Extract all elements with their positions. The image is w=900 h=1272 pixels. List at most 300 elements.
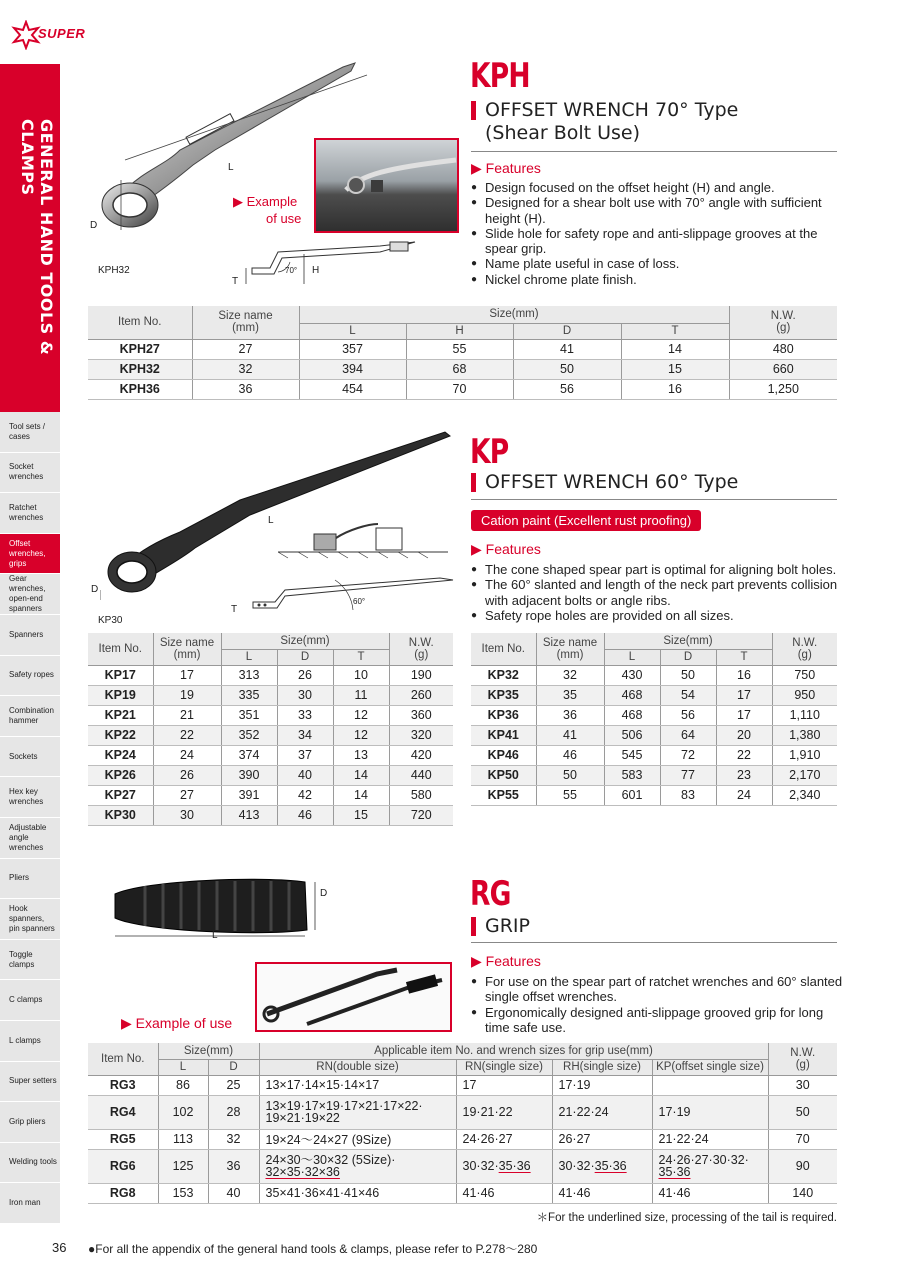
cell-nw: 1,910 [772, 745, 837, 765]
rg-cell-kp: 41·46 [652, 1183, 768, 1203]
cell-l: 506 [604, 725, 660, 745]
cell-size: 55 [536, 785, 604, 805]
table-row [88, 1183, 837, 1203]
rg-cell-d: 36 [208, 1149, 259, 1183]
cell-t: 10 [333, 665, 389, 685]
table-row [88, 1129, 837, 1149]
rg-th-d: D [208, 1059, 259, 1075]
kph-th-size-name-text: Size name [218, 310, 273, 323]
cell-nw: 440 [389, 765, 453, 785]
cell-nw: 720 [389, 805, 453, 825]
table-row [88, 339, 837, 359]
cell-t: 17 [716, 705, 772, 725]
kph-example-label-1: ▶ Example [233, 194, 298, 209]
rg-cell-nw: 70 [768, 1129, 837, 1149]
cell-l: 335 [221, 685, 277, 705]
cell-t: 14 [621, 339, 729, 359]
sidebar-category-title: GENERAL HAND TOOLS & CLAMPS [18, 119, 56, 356]
rg-spec-table [88, 1043, 837, 1204]
table-row [471, 785, 837, 805]
cell-l: 545 [604, 745, 660, 765]
table-row [88, 379, 837, 399]
rg-cell-item: RG5 [88, 1129, 158, 1149]
rg-cell-rh: 21·22·24 [552, 1095, 652, 1129]
kph-th-size: Size(mm) [299, 306, 729, 323]
kp-r-th-nw-unit: (g) [797, 648, 812, 661]
cell-t: 13 [333, 745, 389, 765]
kp-l-th-nw-text: N.W. [408, 636, 434, 649]
cell-t: 14 [333, 785, 389, 805]
rg-cell-nw: 30 [768, 1075, 837, 1095]
rg-cell-rn-single-b: 35·36 [498, 1159, 531, 1173]
cell-l: 390 [221, 765, 277, 785]
feature-item: ● Slide hole for safety rope and anti-slippage grooves at the spear grip. [471, 226, 841, 257]
cell-size: 22 [153, 725, 221, 745]
cell-size: 24 [153, 745, 221, 765]
sidebar-item[interactable]: Hex key wrenches [0, 777, 60, 818]
cell-nw: 1,380 [772, 725, 837, 745]
rg-cell-rn-single-a: 30·32· [462, 1159, 499, 1173]
sidebar-item[interactable]: Welding tools [0, 1143, 60, 1184]
rg-cell-nw: 50 [768, 1095, 837, 1129]
cell-nw: 1,250 [729, 379, 837, 399]
cell-h: 70 [406, 379, 513, 399]
cell-l: 357 [299, 339, 406, 359]
sidebar-item[interactable]: C clamps [0, 980, 60, 1021]
rg-th-l: L [158, 1059, 208, 1075]
rg-cell-rn-single: 24·26·27 [456, 1129, 552, 1149]
kp-bolt-diagram [278, 520, 448, 560]
kph-th-nw-unit: (g) [776, 322, 791, 335]
table-row [88, 725, 453, 745]
cell-l: 413 [221, 805, 277, 825]
kph-code: KPH [470, 56, 530, 96]
rg-code: RG [470, 874, 511, 914]
rg-th-kp: KP(offset single size) [652, 1059, 768, 1075]
cell-size: 50 [536, 765, 604, 785]
cell-d: 72 [660, 745, 716, 765]
kp-r-th-nw [772, 633, 837, 665]
cell-item: KP46 [471, 745, 536, 765]
kph-example-photo [314, 138, 459, 233]
cell-d: 46 [277, 805, 333, 825]
cell-size: 35 [536, 685, 604, 705]
cell-t: 16 [716, 665, 772, 685]
kp-spec-table-right [471, 633, 837, 806]
kp-title [471, 471, 841, 494]
kp-title-rule [471, 499, 837, 500]
footer-note: ●For all the appendix of the general hand tools & clamps, please refer to P.278〜280 [88, 1242, 538, 1256]
kph-th-t: T [621, 323, 729, 339]
rg-th-nw-text: N.W. [790, 1046, 816, 1059]
kph-title-line1: OFFSET WRENCH 70° Type [485, 99, 739, 121]
cell-t: 14 [333, 765, 389, 785]
cell-item: KP30 [88, 805, 153, 825]
kph-th-item: Item No. [88, 306, 192, 339]
rg-cell-item: RG6 [88, 1149, 158, 1183]
kp-code: KP [470, 432, 509, 472]
cell-item: KP27 [88, 785, 153, 805]
cell-d: 34 [277, 725, 333, 745]
cell-item: KP21 [88, 705, 153, 725]
table-row [88, 359, 837, 379]
rg-cell-kp [652, 1149, 768, 1183]
cell-size: 32 [536, 665, 604, 685]
rg-cell-kp [652, 1075, 768, 1095]
cell-item: KPH27 [88, 339, 192, 359]
rg-title [471, 915, 841, 938]
rg-cell-l: 102 [158, 1095, 208, 1129]
rg-cell-nw: 140 [768, 1183, 837, 1203]
table-row [471, 765, 837, 785]
cell-l: 468 [604, 705, 660, 725]
kph-features-list [471, 180, 841, 287]
rg-th-item: Item No. [88, 1043, 158, 1075]
kp-l-th-size-unit: (mm) [173, 648, 201, 661]
rg-cell-rn: 19×24〜24×27 (9Size) [259, 1129, 456, 1149]
kph-dim-l-label: L [228, 162, 234, 173]
kp-l-th-nw [389, 633, 453, 665]
cell-d: 50 [513, 359, 621, 379]
kp-l-th-item: Item No. [88, 633, 153, 665]
rg-example-photo [255, 962, 452, 1032]
kp-r-th-size: Size(mm) [604, 633, 772, 649]
cell-nw: 660 [729, 359, 837, 379]
cell-size: 26 [153, 765, 221, 785]
kp-features-heading: ▶ Features [471, 541, 541, 557]
cell-item: KP17 [88, 665, 153, 685]
cell-l: 351 [221, 705, 277, 725]
rg-features-heading: ▶ Features [471, 953, 541, 969]
table-row [88, 745, 453, 765]
cell-t: 24 [716, 785, 772, 805]
kp-r-th-nw-text: N.W. [792, 636, 818, 649]
cell-nw: 480 [729, 339, 837, 359]
cell-l: 454 [299, 379, 406, 399]
kp-side-view-diagram [245, 572, 455, 622]
cell-t: 16 [621, 379, 729, 399]
kp-r-th-item: Item No. [471, 633, 536, 665]
rg-cell-kp-line1: 24·26·27·30·32· [658, 1153, 749, 1167]
table-row [88, 1149, 837, 1183]
kph-th-h: H [406, 323, 513, 339]
rg-cell-rn-line1: 13×19·17×19·17×21·17×22· [265, 1099, 423, 1113]
kph-th-size-unit: (mm) [232, 322, 259, 335]
rg-cell-rn-line2: 19×21·19×22 [265, 1111, 340, 1125]
kp-badge: Cation paint (Excellent rust proofing) [471, 510, 701, 531]
cell-size: 41 [536, 725, 604, 745]
cell-size: 17 [153, 665, 221, 685]
cell-d: 42 [277, 785, 333, 805]
sidebar-item[interactable]: Toggle clamps [0, 940, 60, 981]
rg-title-text: GRIP [485, 915, 530, 937]
cell-nw: 1,110 [772, 705, 837, 725]
kph-title-rule [471, 151, 837, 152]
cell-l: 352 [221, 725, 277, 745]
sidebar-item[interactable]: Pliers [0, 859, 60, 900]
rg-th-rn: RN(double size) [259, 1059, 456, 1075]
cell-size: 27 [153, 785, 221, 805]
kp-dim-t-label: T [231, 604, 238, 615]
kph-angle-label: 70° [285, 266, 298, 275]
rg-cell-item: RG8 [88, 1183, 158, 1203]
sidebar-item[interactable]: Tool sets / cases [0, 412, 60, 453]
sidebar-item[interactable]: Offset wrenches, grips [0, 534, 60, 575]
cell-d: 33 [277, 705, 333, 725]
sidebar-item[interactable]: Socket wrenches [0, 453, 60, 494]
cell-l: 468 [604, 685, 660, 705]
cell-item: KPH32 [88, 359, 192, 379]
kp-r-th-size-name-text: Size name [542, 636, 598, 649]
rg-cell-d: 25 [208, 1075, 259, 1095]
rg-features-list [471, 974, 843, 1035]
rg-th-nw [768, 1043, 837, 1075]
table-row [88, 765, 453, 785]
cell-l: 313 [221, 665, 277, 685]
sidebar-item[interactable]: Sockets [0, 737, 60, 778]
cell-t: 11 [333, 685, 389, 705]
cell-d: 30 [277, 685, 333, 705]
cell-d: 83 [660, 785, 716, 805]
feature-item: ● The 60° slanted and length of the neck part prevents collision with adjacent bolts or angle ribs. [471, 577, 843, 608]
kp-dim-l-label: L [268, 515, 274, 526]
cell-t: 12 [333, 725, 389, 745]
cell-l: 374 [221, 745, 277, 765]
cell-item: KP22 [88, 725, 153, 745]
table-row [471, 685, 837, 705]
cell-size: 27 [192, 339, 299, 359]
table-row [471, 745, 837, 765]
rg-cell-rh: 41·46 [552, 1183, 652, 1203]
cell-size: 36 [192, 379, 299, 399]
sidebar-item[interactable]: Adjustable angle wrenches [0, 818, 60, 859]
cell-d: 54 [660, 685, 716, 705]
table-row [88, 705, 453, 725]
rg-grip-illustration [105, 872, 335, 942]
cell-h: 68 [406, 359, 513, 379]
feature-item: ● For use on the spear part of ratchet wrenches and 60° slanted single offset wrenches. [471, 974, 843, 1005]
sidebar-item[interactable]: Iron man [0, 1183, 60, 1224]
table-row [88, 785, 453, 805]
cell-t: 17 [716, 685, 772, 705]
table-row [471, 725, 837, 745]
rg-th-size: Size(mm) [158, 1043, 259, 1059]
cell-nw: 750 [772, 665, 837, 685]
kph-th-nw-text: N.W. [770, 310, 796, 323]
table-row [88, 665, 453, 685]
logo-text: SUPER [38, 26, 86, 41]
table-row [88, 1095, 837, 1129]
cell-h: 55 [406, 339, 513, 359]
rg-th-rn-single: RN(single size) [456, 1059, 552, 1075]
sidebar-item[interactable]: Hook spanners, pin spanners [0, 899, 60, 940]
cell-d: 56 [660, 705, 716, 725]
rg-cell-rh [552, 1149, 652, 1183]
kp-l-th-d: D [277, 649, 333, 665]
cell-item: KP55 [471, 785, 536, 805]
table-row [88, 1075, 837, 1095]
kph-th-nw [729, 306, 837, 339]
rg-cell-rn-single [456, 1149, 552, 1183]
kp-r-th-size-unit: (mm) [556, 648, 584, 661]
cell-t: 12 [333, 705, 389, 725]
sidebar-item[interactable]: Spanners [0, 615, 60, 656]
cell-d: 64 [660, 725, 716, 745]
cell-item: KP36 [471, 705, 536, 725]
rg-cell-kp: 21·22·24 [652, 1129, 768, 1149]
cell-size: 32 [192, 359, 299, 379]
kph-dim-d-label: D [90, 220, 98, 231]
rg-table-note: ＊For the underlined size, processing of the tail is required. [536, 1212, 837, 1224]
cell-item: KP19 [88, 685, 153, 705]
kp-spec-table-left [88, 633, 453, 826]
rg-cell-rh: 17·19 [552, 1075, 652, 1095]
kph-dim-h-label: H [312, 265, 320, 276]
rg-title-rule [471, 942, 837, 943]
cell-l: 394 [299, 359, 406, 379]
cell-l: 430 [604, 665, 660, 685]
kp-angle-label: 60° [353, 597, 366, 606]
rg-cell-rn: 35×41·36×41·41×46 [259, 1183, 456, 1203]
sidebar-item[interactable]: Safety ropes [0, 656, 60, 697]
cell-nw: 320 [389, 725, 453, 745]
cell-nw: 420 [389, 745, 453, 765]
cell-item: KP26 [88, 765, 153, 785]
rg-cell-rh-a: 30·32· [558, 1159, 595, 1173]
kph-th-d: D [513, 323, 621, 339]
cell-item: KP50 [471, 765, 536, 785]
kp-r-th-size-name [536, 633, 604, 665]
kph-photo-content [316, 140, 457, 231]
sidebar-item[interactable]: Super setters [0, 1062, 60, 1103]
feature-item: ● The cone shaped spear part is optimal for aligning bolt holes. [471, 562, 843, 577]
rg-cell-d: 28 [208, 1095, 259, 1129]
kph-th-size-name [192, 306, 299, 339]
rg-th-nw-unit: (g) [795, 1058, 810, 1071]
rg-th-rh: RH(single size) [552, 1059, 652, 1075]
feature-item: ● Designed for a shear bolt use with 70° angle with sufficient height (H). [471, 195, 841, 226]
table-row [88, 685, 453, 705]
kp-l-th-nw-unit: (g) [414, 648, 429, 661]
cell-t: 20 [716, 725, 772, 745]
sidebar-item[interactable]: Combination hammer [0, 696, 60, 737]
cell-d: 56 [513, 379, 621, 399]
brand-logo [10, 20, 100, 52]
kp-dim-d-label: D [91, 584, 99, 595]
kp-title-text: OFFSET WRENCH 60° Type [485, 471, 739, 493]
cell-nw: 580 [389, 785, 453, 805]
table-row [88, 805, 453, 825]
rg-cell-rh: 26·27 [552, 1129, 652, 1149]
sidebar-item[interactable]: Ratchet wrenches [0, 493, 60, 534]
cell-item: KP24 [88, 745, 153, 765]
feature-item: ● Design focused on the offset height (H) and angle. [471, 180, 841, 195]
rg-cell-rn [259, 1095, 456, 1129]
cell-d: 26 [277, 665, 333, 685]
cell-item: KP32 [471, 665, 536, 685]
rg-example-label: ▶ Example of use [121, 1015, 233, 1031]
kp-r-th-d: D [660, 649, 716, 665]
cell-l: 391 [221, 785, 277, 805]
kph-side-view-diagram [230, 232, 430, 292]
cell-nw: 260 [389, 685, 453, 705]
sidebar-item[interactable]: L clamps [0, 1021, 60, 1062]
cell-d: 77 [660, 765, 716, 785]
rg-cell-rn [259, 1149, 456, 1183]
rg-cell-rn-single: 19·21·22 [456, 1095, 552, 1129]
rg-cell-item: RG3 [88, 1075, 158, 1095]
cell-d: 37 [277, 745, 333, 765]
feature-item: ● Name plate useful in case of loss. [471, 256, 841, 271]
rg-th-applicable: Applicable item No. and wrench sizes for grip use(mm) [259, 1043, 768, 1059]
kph-title [471, 99, 841, 145]
rg-cell-d: 40 [208, 1183, 259, 1203]
rg-cell-item: RG4 [88, 1095, 158, 1129]
cell-nw: 2,170 [772, 765, 837, 785]
rg-cell-d: 32 [208, 1129, 259, 1149]
kp-l-th-size-name-text: Size name [159, 636, 215, 649]
rg-dim-l-label: L [212, 930, 218, 941]
cell-item: KP41 [471, 725, 536, 745]
rg-dim-d-label: D [320, 888, 328, 899]
rg-cell-kp-line2: 35·36 [658, 1165, 691, 1179]
cell-nw: 950 [772, 685, 837, 705]
rg-cell-rn-single: 17 [456, 1075, 552, 1095]
page-number: 36 [52, 1240, 67, 1255]
rg-cell-l: 153 [158, 1183, 208, 1203]
sidebar-category [0, 64, 60, 412]
rg-cell-l: 113 [158, 1129, 208, 1149]
rg-cell-rn-line1: 24×30〜30×32 (5Size)· [265, 1153, 396, 1167]
kph-spec-table [88, 306, 837, 400]
cell-size: 21 [153, 705, 221, 725]
kp-r-th-t: T [716, 649, 772, 665]
cell-size: 30 [153, 805, 221, 825]
cell-d: 41 [513, 339, 621, 359]
cell-t: 15 [333, 805, 389, 825]
cell-nw: 2,340 [772, 785, 837, 805]
kph-features-heading: ▶ Features [471, 160, 541, 176]
rg-cell-rn-line2: 32×35·32×36 [265, 1165, 340, 1179]
rg-photo-content [257, 964, 450, 1030]
cell-d: 40 [277, 765, 333, 785]
rg-cell-l: 86 [158, 1075, 208, 1095]
kph-th-l: L [299, 323, 406, 339]
rg-cell-l: 125 [158, 1149, 208, 1183]
kph-example-label-2: of use [266, 211, 302, 226]
kp-features-list [471, 562, 843, 623]
rg-cell-nw: 90 [768, 1149, 837, 1183]
cell-item: KPH36 [88, 379, 192, 399]
cell-size: 36 [536, 705, 604, 725]
sidebar-nav [0, 412, 60, 1224]
table-row [471, 705, 837, 725]
cell-d: 50 [660, 665, 716, 685]
cell-t: 23 [716, 765, 772, 785]
kp-l-th-size-name [153, 633, 221, 665]
sidebar-item[interactable]: Grip pliers [0, 1102, 60, 1143]
cell-t: 15 [621, 359, 729, 379]
rg-cell-rn: 13×17·14×15·14×17 [259, 1075, 456, 1095]
cell-size: 19 [153, 685, 221, 705]
sidebar-item[interactable]: Gear wrenches, open-end spanners [0, 574, 60, 615]
cell-item: KP35 [471, 685, 536, 705]
kp-l-th-l: L [221, 649, 277, 665]
feature-item: ● Ergonomically designed anti-slippage grooved grip for long time safe use. [471, 1005, 843, 1036]
rg-cell-kp: 17·19 [652, 1095, 768, 1129]
rg-cell-rh-b: 35·36 [594, 1159, 627, 1173]
table-row [471, 665, 837, 685]
